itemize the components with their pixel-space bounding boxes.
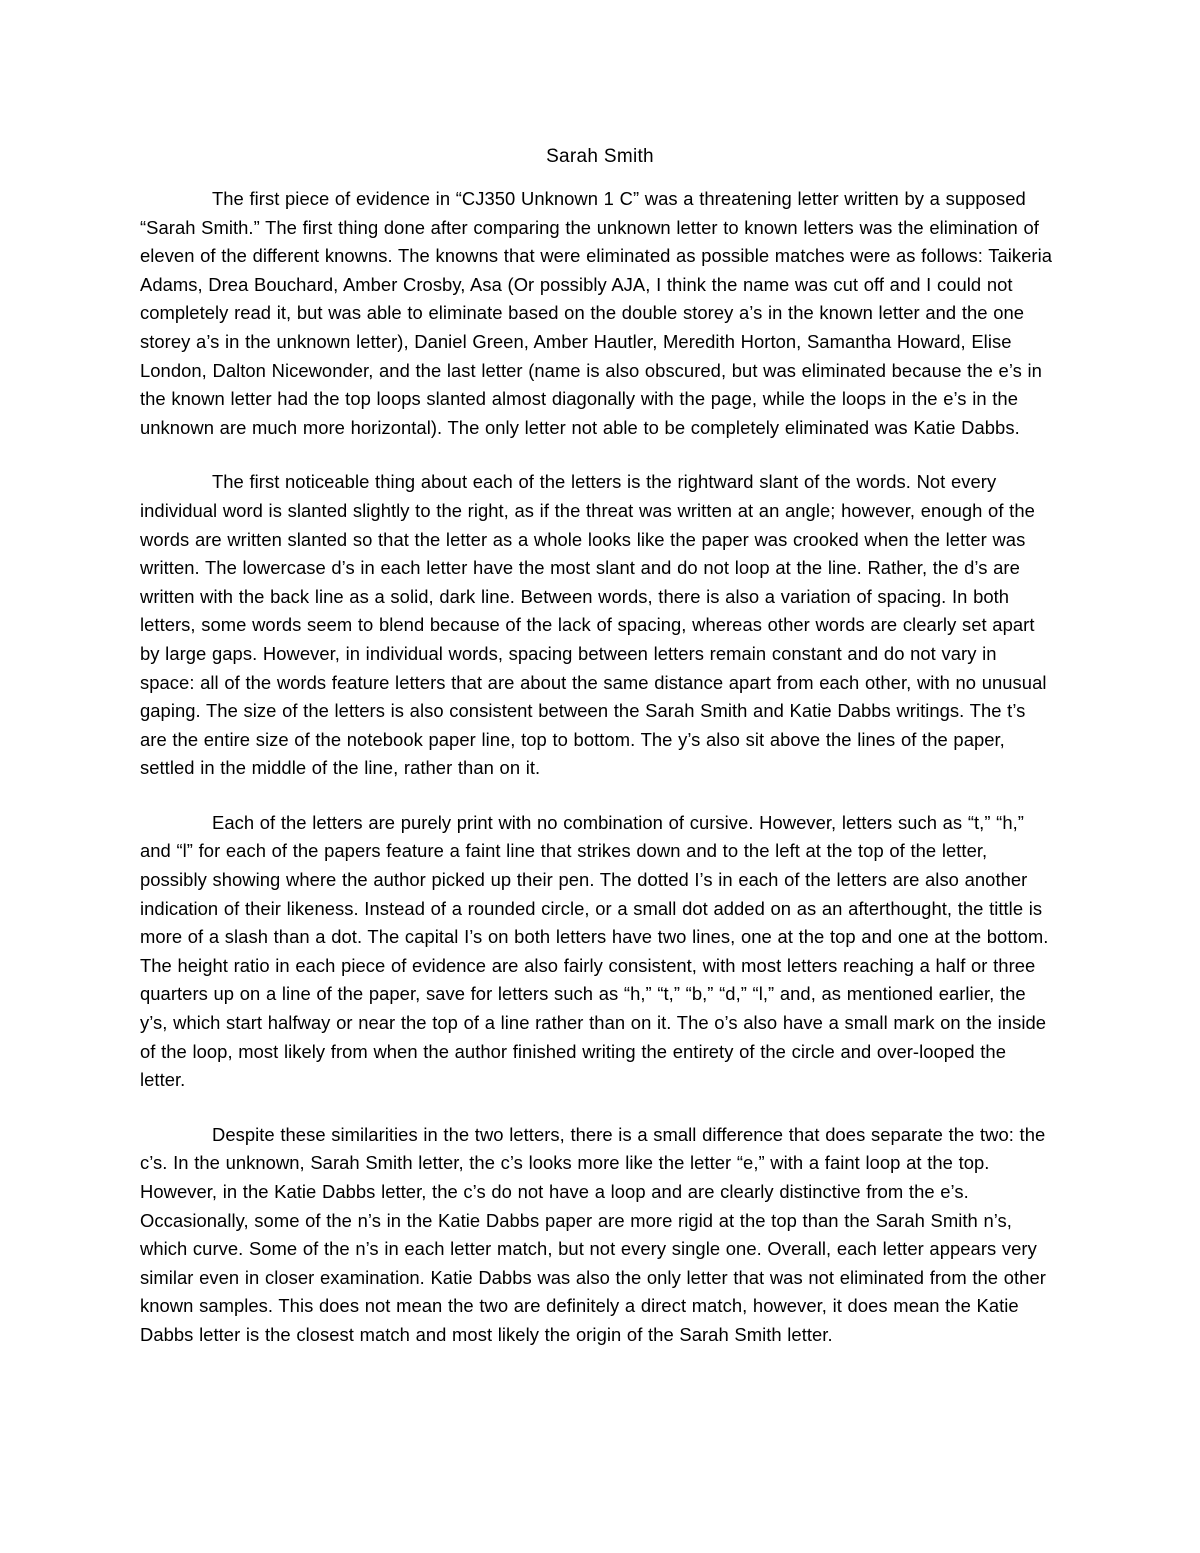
paragraph-1: The first piece of evidence in “CJ350 Unknown 1 C” was a threatening letter written by a supposed “Sarah Smith.” The first thing done after comparing the unknown letter to known letters was the elimination of eleven of the different knowns. The knowns that were eliminated as possible matches were as follows: Taikeria Adams, Drea Bouchard, Amber Crosby, Asa (Or possibly AJA, I think the name was cut off and I could not completely read it, but was able to eliminate based on the double storey a’s in the known letter and the one storey a’s in the unknown letter), Daniel Green, Amber Hautler, Meredith Horton, Samantha Howard, Elise London, Dalton Nicewonder, and the last letter (name is also obscured, but was eliminated because the e’s in the known letter had the top loops slanted almost diagonally with the page, while the loops in the e’s in the unknown are much more horizontal). The only letter not able to be completely eliminated was Katie Dabbs. [140, 188, 1053, 438]
paragraph-4: Despite these similarities in the two letters, there is a small difference that does separate the two: the c’s. In the unknown, Sarah Smith letter, the c’s looks more like the letter “e,” with a faint loop at the top. However, in the Katie Dabbs letter, the c’s do not have a loop and are clearly distinctive from the e’s. Occasionally, some of the n’s in the Katie Dabbs paper are more rigid at the top than the Sarah Smith n’s, which curve. Some of the n’s in each letter match, but not every single one. Overall, each letter appears very similar even in closer examination. Katie Dabbs was also the only letter that was not eliminated from the other known samples. This does not mean the two are definitely a direct match, however, it does mean the Katie Dabbs letter is the closest match and most likely the origin of the Sarah Smith letter. [140, 1123, 1046, 1345]
paragraph-2: The first noticeable thing about each of the letters is the rightward slant of the words. Not every individual word is slanted slightly to the right, as if the threat was written at an angle; however, enough of the words are written slanted so that the letter as a whole looks like the paper was crooked when the letter was written. The lowercase d’s in each letter have the most slant and do not loop at the line. Rather, the d’s are written with the back line as a solid, dark line. Between words, there is also a variation of spacing. In both letters, some words seem to blend because of the lack of spacing, whereas other words are clearly set apart by large gaps. However, in individual words, spacing between letters remain constant and do not vary in space: all of the words feature letters that are about the same distance apart from each other, with no unusual gaping. The size of the letters is also consistent between the Sarah Smith and Katie Dabbs writings. The t’s are the entire size of the notebook paper line, top to bottom. The y’s also sit above the lines of the paper, settled in the middle of the line, rather than on it. [140, 471, 1047, 779]
paragraph-3: Each of the letters are purely print with no combination of cursive. However, letters such as “t,” “h,” and “l” for each of the papers feature a faint line that strikes down and to the left at the top of the letter, possibly showing where the author picked up their pen. The dotted I’s in each of the letters are also another indication of their likeness. Instead of a rounded circle, or a small dot added on as an afterthought, the tittle is more of a slash than a dot. The capital I’s on both letters have two lines, one at the top and one at the bottom. The height ratio in each piece of evidence are also fairly consistent, with most letters reaching a half or three quarters up on a line of the paper, save for letters such as “h,” “t,” “b,” “d,” “l,” and, as mentioned earlier, the y’s, which start halfway or near the top of a line rather than on it. The o’s also have a small mark on the inside of the loop, most likely from when the author finished writing the entirety of the circle and over-looped the letter. [140, 811, 1049, 1091]
document-title: Sarah Smith [546, 146, 654, 167]
document-body [140, 185, 1054, 1376]
